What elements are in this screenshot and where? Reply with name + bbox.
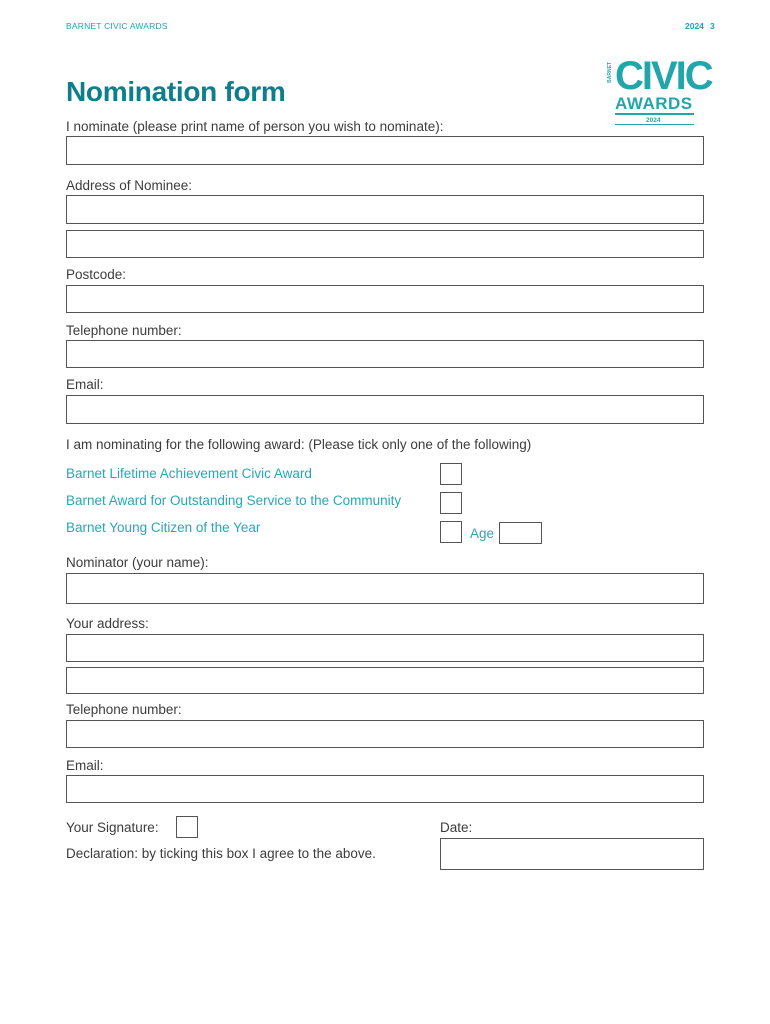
nominee-address-line1-field[interactable] xyxy=(66,195,704,224)
your-address-label: Your address: xyxy=(66,616,149,631)
award-intro-text: I am nominating for the following award: (Please tick only one of the following) xyxy=(66,437,532,452)
nominee-email-field[interactable] xyxy=(66,395,704,424)
logo-awards-text: AWARDS xyxy=(615,94,693,113)
nominee-address-line2-field[interactable] xyxy=(66,230,704,258)
declaration-text: Declaration: by ticking this box I agree to the above. xyxy=(66,846,376,861)
award-checkbox-young-citizen[interactable] xyxy=(440,521,462,543)
award-option-label-young-citizen: Barnet Young Citizen of the Year xyxy=(66,520,261,535)
nominee-name-field[interactable] xyxy=(66,136,704,165)
your-address-line2-field[interactable] xyxy=(66,667,704,694)
award-option-label-lifetime: Barnet Lifetime Achievement Civic Award xyxy=(66,466,312,481)
email-label: Email: xyxy=(66,377,104,392)
nominee-address-label: Address of Nominee: xyxy=(66,178,193,193)
award-checkbox-lifetime[interactable] xyxy=(440,463,462,485)
logo-barnet-text: BARNET xyxy=(607,62,613,83)
nominee-telephone-field[interactable] xyxy=(66,340,704,368)
signature-checkbox[interactable] xyxy=(176,816,198,838)
award-option-label-community: Barnet Award for Outstanding Service to the Community xyxy=(66,493,402,508)
nominator-label: Nominator (your name): xyxy=(66,555,209,570)
age-field[interactable] xyxy=(499,522,542,544)
date-field[interactable] xyxy=(440,838,704,870)
page-title: Nomination form xyxy=(66,76,286,107)
postcode-label: Postcode: xyxy=(66,267,127,282)
your-telephone-label: Telephone number: xyxy=(66,702,182,717)
header-year: 2024 xyxy=(685,21,704,31)
your-telephone-field[interactable] xyxy=(66,720,704,748)
your-email-label: Email: xyxy=(66,758,104,773)
civic-awards-logo xyxy=(607,54,712,126)
your-address-line1-field[interactable] xyxy=(66,634,704,662)
nominee-postcode-field[interactable] xyxy=(66,285,704,313)
date-label: Date: xyxy=(440,820,473,835)
logo-underline xyxy=(615,113,694,115)
logo-civic-text: CIVIC xyxy=(615,54,712,98)
signature-label: Your Signature: xyxy=(66,820,159,835)
logo-bottom-rule xyxy=(615,124,694,125)
award-checkbox-community[interactable] xyxy=(440,492,462,514)
your-email-field[interactable] xyxy=(66,775,704,803)
telephone-label: Telephone number: xyxy=(66,323,182,338)
age-label: Age xyxy=(470,526,495,541)
nominator-name-field[interactable] xyxy=(66,573,704,604)
logo-year-text: 2024 xyxy=(646,117,661,124)
running-header: BARNET CIVIC AWARDS xyxy=(66,21,168,31)
nominee-label: I nominate (please print name of person you wish to nominate): xyxy=(66,119,444,134)
page-number: 3 xyxy=(710,21,715,31)
